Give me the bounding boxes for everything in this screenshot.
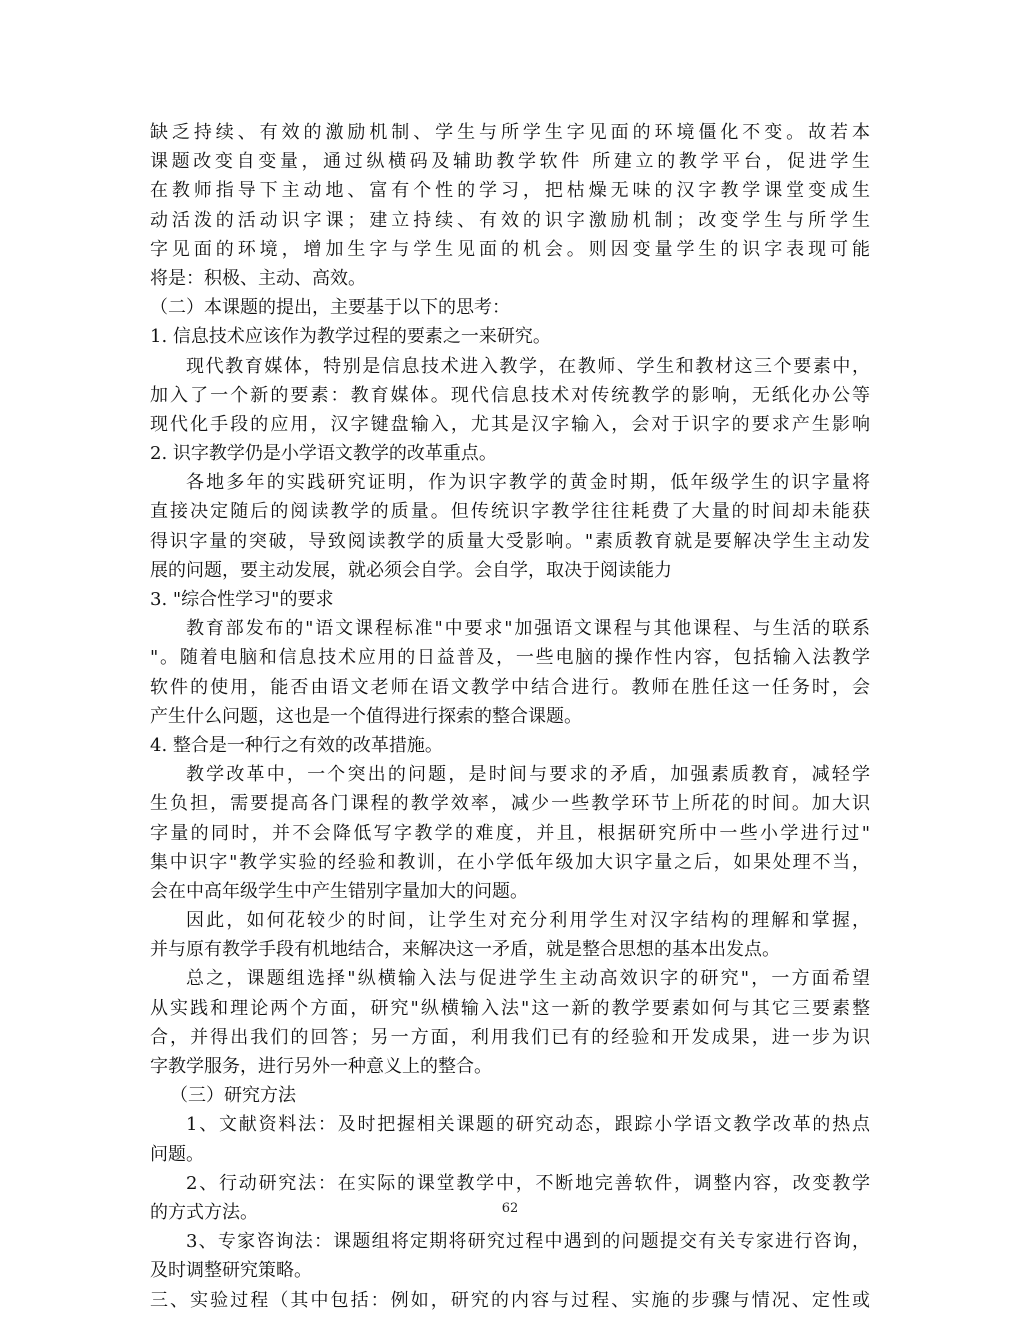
text-line: 直接决定随后的阅读教学的质量。但传统识字教学往往耗费了大量的时间却未能获 xyxy=(150,501,870,523)
text-line: 软件的使用，能否由语文老师在语文教学中结合进行。教师在胜任这一任务时，会 xyxy=(150,676,870,698)
text-line: 集中识字"教学实验的经验和教训，在小学低年级加大识字量之后，如果处理不当， xyxy=(150,851,870,873)
text-line: 缺乏持续、有效的激励机制、学生与所学生字见面的环境僵化不变。故若本 xyxy=(150,122,870,143)
text-line: 2、行动研究法：在实际的课堂教学中，不断地完善软件，调整内容，改变教学 xyxy=(186,1172,870,1194)
text-line: 现代化手段的应用，汉字键盘输入，尤其是汉字输入，会对于识字的要求产生影响 xyxy=(150,413,870,435)
list-heading: 3. "综合性学习"的要求 xyxy=(150,589,334,610)
list-heading: 1. 信息技术应该作为教学过程的要素之一来研究。 xyxy=(150,326,551,348)
text-line: 3、专家咨询法：课题组将定期将研究过程中遇到的问题提交有关专家进行咨询， xyxy=(186,1231,870,1253)
text-line: 字量的同时，并不会降低写字教学的难度，并且，根据研究所中一些小学进行过" xyxy=(150,822,870,844)
section-heading: （二）本课题的提出，主要基于以下的思考： xyxy=(150,297,510,319)
text-line: 各地多年的实践研究证明，作为识字教学的黄金时期，低年级学生的识字量将 xyxy=(186,472,870,494)
text-line: 并与原有教学手段有机地结合，来解决这一矛盾，就是整合思想的基本出发点。 xyxy=(150,939,780,961)
text-line: "。随着电脑和信息技术应用的日益普及，一些电脑的操作性内容，包括输入法教学 xyxy=(150,647,870,669)
text-line: 会在中高年级学生中产生错别字量加大的问题。 xyxy=(150,880,528,902)
text-line: 教育部发布的"语文课程标准"中要求"加强语文课程与其他课程、与生活的联系 xyxy=(186,618,870,640)
text-line: 现代教育媒体，特别是信息技术进入教学，在教师、学生和教材这三个要素中， xyxy=(186,355,870,377)
text-line: 及时调整研究策略。 xyxy=(150,1260,312,1282)
text-line: 因此，如何花较少的时间，让学生对充分利用学生对汉字结构的理解和掌握， xyxy=(186,910,870,932)
list-heading: 4. 整合是一种行之有效的改革措施。 xyxy=(150,734,443,756)
list-heading: 2. 识字教学仍是小学语文教学的改革重点。 xyxy=(150,443,497,465)
text-line: 1、文献资料法：及时把握相关课题的研究动态，跟踪小学语文教学改革的热点 xyxy=(186,1114,870,1136)
text-line: 加入了一个新的要素：教育媒体。现代信息技术对传统教学的影响，无纸化办公等 xyxy=(150,384,870,406)
text-line: 字教学服务，进行另外一种意义上的整合。 xyxy=(150,1056,492,1077)
text-line: 得识字量的突破，导致阅读教学的质量大受影响。"素质教育就是要解决学生主动发 xyxy=(150,530,870,552)
section-heading: 三、实验过程（其中包括：例如，研究的内容与过程、实施的步骤与情况、定性或 xyxy=(150,1289,870,1311)
text-line: 问题。 xyxy=(150,1143,204,1165)
text-line: 合，并得出我们的回答；另一方面，利用我们已有的经验和开发成果，进一步为识 xyxy=(150,1026,870,1048)
text-line: 在教师指导下主动地、富有个性的学习，把枯燥无味的汉字教学课堂变成生 xyxy=(150,180,870,202)
text-line: 将是：积极、主动、高效。 xyxy=(150,267,366,289)
text-line: 生负担，需要提高各门课程的教学效率，减少一些教学环节上所花的时间。加大识 xyxy=(150,793,870,815)
text-line: 产生什么问题，这也是一个值得进行探索的整合课题。 xyxy=(150,705,582,727)
section-heading: （三）研究方法 xyxy=(170,1085,296,1107)
text-line: 字见面的环境，增加生字与学生见面的机会。则因变量学生的识字表现可能 xyxy=(150,238,870,260)
text-line: 动活泼的活动识字课；建立持续、有效的识字激励机制；改变学生与所学生 xyxy=(150,209,870,231)
text-line: 展的问题，要主动发展，就必须会自学。会自学，取决于阅读能力 xyxy=(150,559,672,581)
text-line: 总之，课题组选择"纵横输入法与促进学生主动高效识字的研究"，一方面希望 xyxy=(186,968,870,990)
text-line: 课题改变自变量，通过纵横码及辅助教学软件 所建立的教学平台，促进学生 xyxy=(150,151,870,173)
text-line: 的方式方法。 xyxy=(150,1201,258,1223)
text-line: 教学改革中，一个突出的问题，是时间与要求的矛盾，加强素质教育，减轻学 xyxy=(186,764,870,786)
text-line: 从实践和理论两个方面，研究"纵横输入法"这一新的教学要素如何与其它三要素整 xyxy=(150,997,870,1019)
body-text xyxy=(150,118,870,1315)
page-number: 62 xyxy=(501,1201,519,1216)
